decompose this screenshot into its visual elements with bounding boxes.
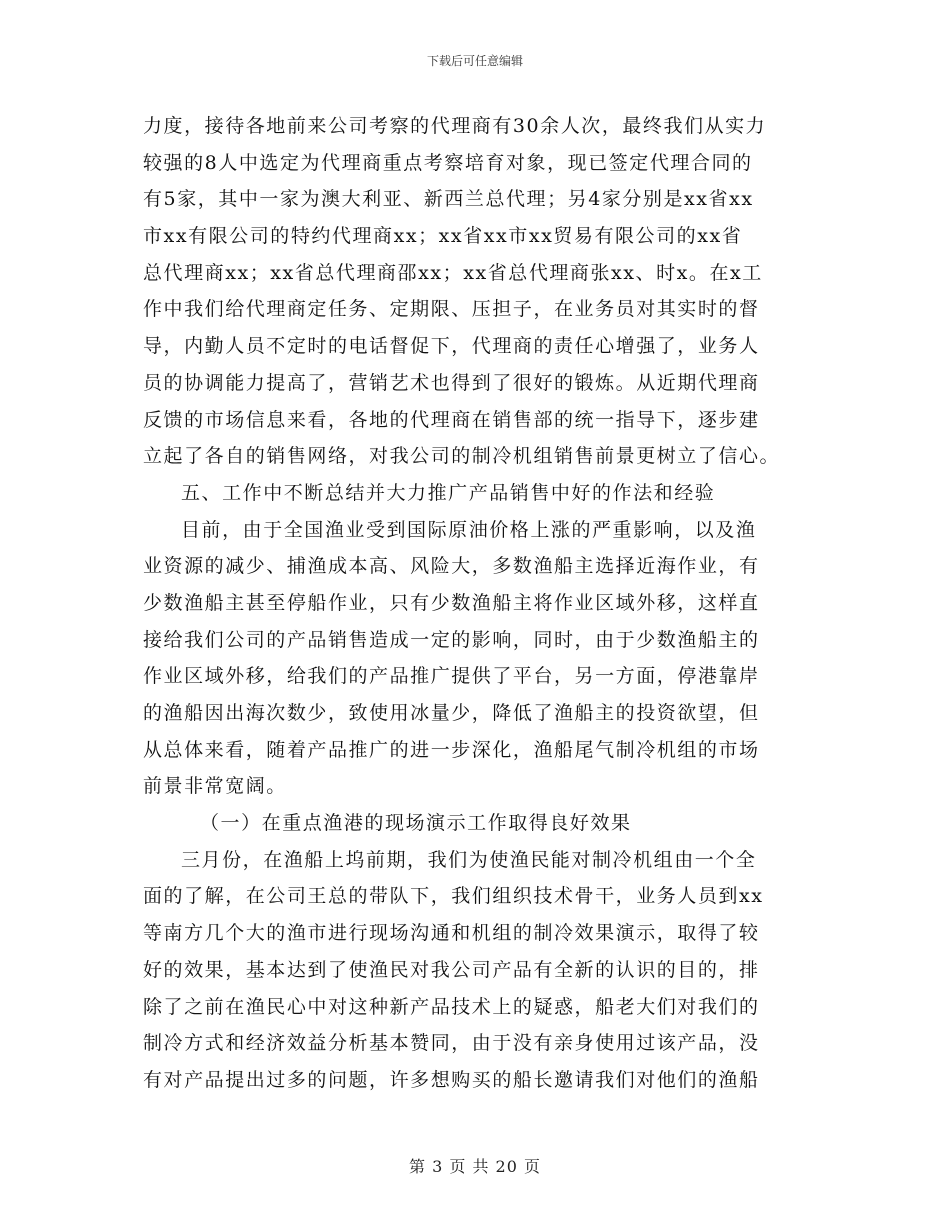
text-line: 制冷方式和经济效益分析基本赞同，由于没有亲身使用过该产品，没 [143,1032,760,1055]
paragraph-start-line: 三月份，在渔船上坞前期，我们为使渔民能对制冷机组由一个全 [181,848,757,871]
text-line: 面的了解，在公司王总的带队下，我们组织技术骨干，业务人员到xx [143,885,764,908]
page-header: 下载后可任意编辑 [426,54,523,68]
text-line: 市xx有限公司的特约代理商xx；xx省xx市xx贸易有限公司的xx省 [143,225,743,248]
subsection-heading: （一）在重点渔港的现场演示工作取得良好效果 [200,812,632,835]
text-line: 有对产品提出过多的问题，许多想购买的船长邀请我们对他们的渔船 [143,1068,760,1091]
text-line: 从总体来看，随着产品推广的进一步深化，渔船尾气制冷机组的市场 [143,738,760,761]
document-body [143,108,807,1099]
text-line: 的渔船因出海次数少，致使用冰量少，降低了渔船主的投资欲望，但 [143,702,760,724]
text-line: 好的效果，基本达到了使渔民对我公司产品有全新的认识的目的，排 [143,958,760,981]
text-line: 员的协调能力提高了，营销艺术也得到了很好的锻炼。从近期代理商 [143,371,760,394]
text-line: 导，内勤人员不定时的电话督促下，代理商的责任心增强了，业务人 [143,335,760,358]
text-line: 力度，接待各地前来公司考察的代理商有30余人次，最终我们从实力 [143,115,767,137]
text-line: 总代理商xx；xx省总代理商邵xx；xx省总代理商张xx、时x。在x工 [143,261,763,284]
text-line: 接给我们公司的产品销售造成一定的影响，同时，由于少数渔船主的 [143,628,760,651]
text-line: 除了之前在渔民心中对这种新产品技术上的疑惑，船老大们对我们的 [143,995,760,1018]
text-line: 等南方几个大的渔市进行现场沟通和机组的制冷效果演示，取得了较 [143,922,760,945]
text-line: 业资源的减少、捕渔成本高、风险大，多数渔船主选择近海作业，有 [143,555,760,578]
text-line: 作中我们给代理商定任务、定期限、压担子，在业务员对其实时的督 [143,298,760,321]
paragraph-start-line: 目前，由于全国渔业受到国际原油价格上涨的严重影响，以及渔 [181,518,757,541]
text-line: 少数渔船主甚至停船作业，只有少数渔船主将作业区域外移，这样直 [143,591,760,614]
text-line: 立起了各自的销售网络，对我公司的制冷机组销售前景更树立了信心。 [143,445,781,468]
text-line: 较强的8人中选定为代理商重点考察培育对象，现已签定代理合同的 [143,151,753,174]
text-line: 反馈的市场信息来看，各地的代理商在销售部的统一指导下，逐步建 [143,408,760,431]
text-line: 有5家，其中一家为澳大利亚、新西兰总代理；另4家分别是xx省xx [143,188,754,211]
section-heading: 五、工作中不断总结并大力推广产品销售中好的作法和经验 [181,481,716,504]
text-line: 前景非常宽阔。 [143,775,287,798]
text-line: 作业区域外移，给我们的产品推广提供了平台，另一方面，停港靠岸 [143,665,760,688]
page-number-footer: 第 3 页 共 20 页 [409,1157,541,1176]
